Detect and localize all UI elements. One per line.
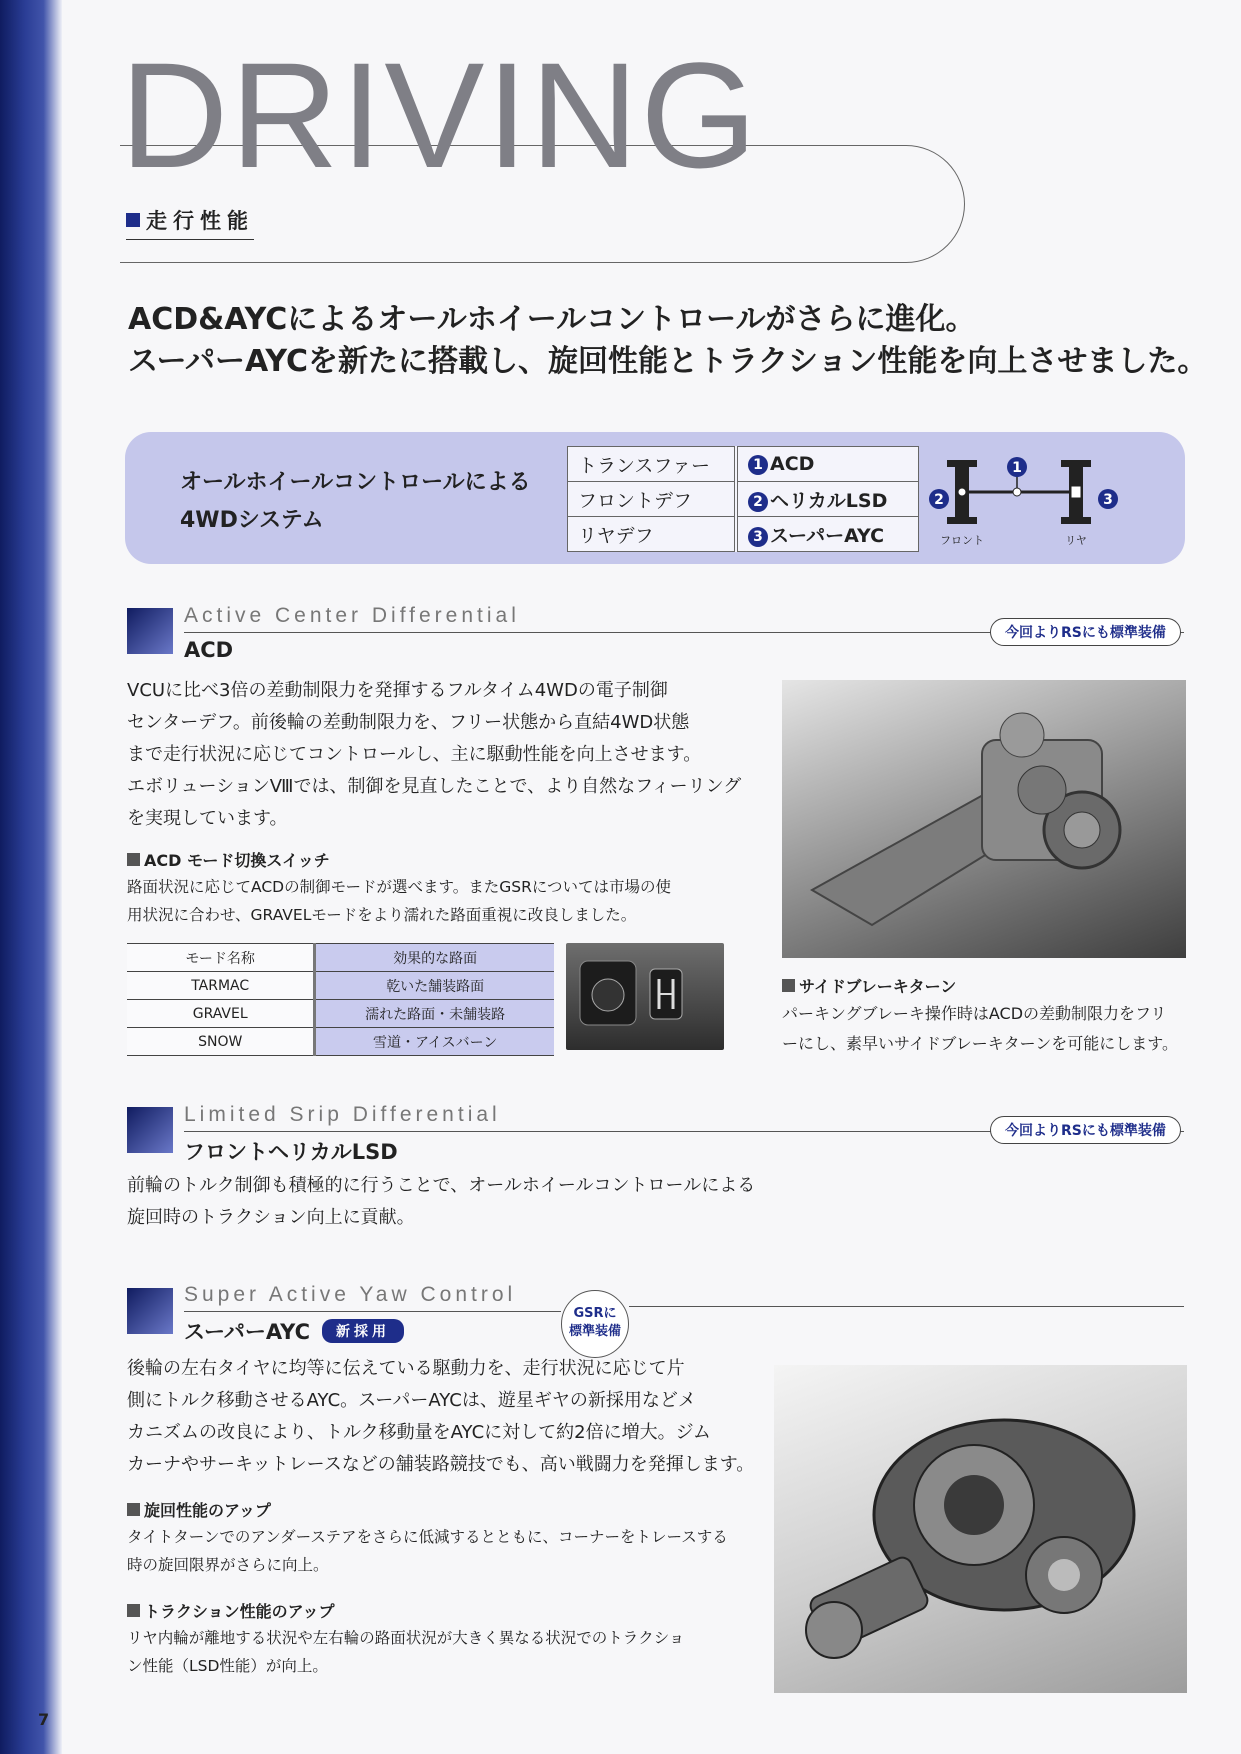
lsd-body-line: 旋回時のトラクション向上に貢献。 [127, 1207, 415, 1228]
table-header: 効果的な路面 [315, 944, 554, 972]
left-accent-bar [0, 0, 62, 1754]
acd-body [127, 675, 757, 835]
component-name: トランスファー [568, 447, 737, 482]
traction-block [127, 1599, 767, 1680]
ayc-body-line: 側にトルク移動させるAYC。スーパーAYCは、遊星ギヤの新採用などメ [127, 1390, 696, 1411]
cornering-heading-text: 旋回性能のアップ [144, 1501, 271, 1520]
mode-switch-heading [127, 848, 747, 871]
number-3-icon: 3 [748, 527, 768, 547]
acd-body-line: エボリューションⅧでは、制御を見直したことで、より自然なフィーリング [127, 776, 742, 797]
summary-title-line-2: 4WDシステム [180, 508, 324, 533]
rear-differential-cutaway-illustration [774, 1365, 1187, 1693]
component-value-text: ヘリカルLSD [770, 489, 888, 512]
ayc-unit-photo [774, 1365, 1187, 1693]
table-cell: 雪道・アイスバーン [315, 1028, 554, 1056]
square-bullet-icon [127, 1604, 140, 1617]
table-cell: 乾いた舗装路面 [315, 972, 554, 1000]
square-bullet-icon [127, 853, 140, 866]
drivetrain-diagram [925, 452, 1125, 552]
component-value-text: スーパーAYC [770, 524, 885, 547]
traction-text [127, 1624, 767, 1680]
table-cell: 濡れた路面・未舗装路 [315, 1000, 554, 1028]
table-cell: GRAVEL [127, 1000, 315, 1028]
diagram-n2: 2 [934, 492, 944, 508]
component-name: リヤデフ [568, 517, 737, 552]
gsr-badge-line: GSRに [573, 1306, 617, 1321]
traction-text-line: リヤ内輪が離地する状況や左右輪の路面状況が大きく異なる状況でのトラクショ [127, 1629, 685, 1647]
diagram-n1: 1 [1012, 460, 1022, 476]
hero-title: DRIVING [120, 31, 760, 199]
ayc-divider-left [184, 1311, 561, 1312]
side-brake-text-line: パーキングブレーキ操作時はACDの差動制限力をフリ [782, 1004, 1167, 1023]
side-brake-heading [782, 974, 1202, 997]
square-bullet-icon [782, 979, 795, 992]
cornering-heading [127, 1498, 767, 1521]
mode-switch-text-line: 路面状況に応じてACDの制御モードが選べます。またGSRについては市場の使 [127, 878, 672, 896]
number-1-icon: 1 [748, 455, 768, 475]
acd-unit-photo [782, 680, 1186, 958]
ayc-title-ja: スーパーAYC [184, 1320, 311, 1344]
headline-line-2: スーパーAYCを新たに搭載し、旋回性能とトラクション性能を向上させました。 [128, 344, 1208, 379]
cornering-text-line: タイトターンでのアンダーステアをさらに低減するとともに、コーナーをトレースする [127, 1528, 728, 1546]
cornering-block [127, 1498, 767, 1579]
traction-heading [127, 1599, 767, 1622]
ayc-body-line: カーナやサーキットレースなどの舗装路競技でも、高い戦闘力を発揮します。 [127, 1454, 755, 1475]
mode-switch-text-line: 用状況に合わせ、GRAVELモードをより濡れた路面重視に改良しました。 [127, 906, 637, 924]
acd-mode-switch-block [127, 848, 747, 929]
table-row [127, 1000, 554, 1028]
transfer-cutaway-illustration [782, 680, 1186, 958]
front-label: フロント [940, 534, 984, 547]
ayc-body [127, 1353, 767, 1481]
gsr-standard-badge [561, 1290, 629, 1358]
lsd-body [127, 1170, 927, 1234]
component-name: フロントデフ [568, 482, 737, 517]
summary-title-line-1: オールホイールコントロールによる [180, 470, 531, 495]
ayc-body-line: 後輪の左右タイヤに均等に伝えている駆動力を、走行状況に応じて片 [127, 1358, 685, 1379]
table-header: モード名称 [127, 944, 315, 972]
side-brake-heading-text: サイドブレーキターン [799, 977, 957, 996]
traction-text-line: ン性能（LSD性能）が向上。 [127, 1657, 328, 1675]
ayc-title-row [184, 1316, 404, 1346]
page-number: 7 [38, 1710, 50, 1729]
lsd-title-en: Limited Srip Differential [184, 1103, 501, 1126]
table-row [127, 972, 554, 1000]
diagram-n3: 3 [1103, 492, 1113, 508]
acd-mode-table [127, 943, 554, 1056]
mode-switch-heading-text: ACD モード切換スイッチ [144, 851, 330, 870]
cornering-text-line: 時の旋回限界がさらに向上。 [127, 1556, 329, 1574]
headline-line-1: ACD&AYCによるオールホイールコントロールがさらに進化。 [128, 302, 976, 337]
table-header-row [127, 944, 554, 972]
table-cell: TARMAC [127, 972, 315, 1000]
square-bullet-icon [127, 1503, 140, 1516]
acd-standard-badge: 今回よりRSにも標準装備 [990, 618, 1181, 646]
acd-body-line: センターデフ。前後輪の差動制限力を、フリー状態から直結4WD状態 [127, 712, 690, 733]
section-label-text: 走行性能 [146, 209, 254, 233]
side-brake-block [782, 974, 1202, 1059]
new-adoption-badge: 新採用 [322, 1319, 404, 1343]
system-summary-title [180, 464, 531, 540]
acd-body-line: を実現しています。 [127, 808, 288, 829]
acd-section-marker [127, 608, 173, 654]
side-brake-text-line: ーにし、素早いサイドブレーキターンを可能にします。 [782, 1034, 1179, 1053]
mode-switch-text [127, 873, 747, 929]
section-label [126, 205, 254, 240]
acd-body-line: まで走行状況に応じてコントロールし、主に駆動性能を向上させます。 [127, 744, 702, 765]
acd-body-line: VCUに比べ3倍の差動制限力を発揮するフルタイム4WDの電子制御 [127, 680, 668, 701]
acd-switch-photo [566, 943, 724, 1050]
switch-panel-icon [566, 943, 724, 1050]
acd-title-en: Active Center Differential [184, 604, 520, 627]
gsr-badge-line: 標準装備 [568, 1324, 621, 1339]
lsd-title-ja: フロントヘリカルLSD [184, 1140, 398, 1164]
lsd-standard-badge: 今回よりRSにも標準装備 [990, 1116, 1181, 1144]
lsd-section-marker [127, 1107, 173, 1153]
component-value [736, 482, 919, 517]
table-row [568, 482, 919, 517]
table-row [568, 447, 919, 482]
ayc-section-marker [127, 1288, 173, 1334]
side-brake-text [782, 999, 1202, 1059]
table-row [568, 517, 919, 552]
component-value [736, 447, 919, 482]
component-value [736, 517, 919, 552]
ayc-body-line: カニズムの改良により、トルク移動量をAYCに対して約2倍に増大。ジム [127, 1422, 711, 1443]
ayc-divider [629, 1306, 1184, 1307]
ayc-title-en: Super Active Yaw Control [184, 1283, 517, 1306]
component-value-text: ACD [770, 453, 815, 475]
table-cell: SNOW [127, 1028, 315, 1056]
number-2-icon: 2 [748, 492, 768, 512]
table-row [127, 1028, 554, 1056]
rear-label: リヤ [1065, 534, 1087, 547]
lsd-body-line: 前輪のトルク制御も積極的に行うことで、オールホイールコントロールによる [127, 1175, 756, 1196]
system-component-table [567, 446, 919, 552]
square-bullet-icon [126, 213, 140, 227]
acd-title-ja: ACD [184, 638, 234, 662]
traction-heading-text: トラクション性能のアップ [144, 1602, 335, 1621]
cornering-text [127, 1523, 767, 1579]
